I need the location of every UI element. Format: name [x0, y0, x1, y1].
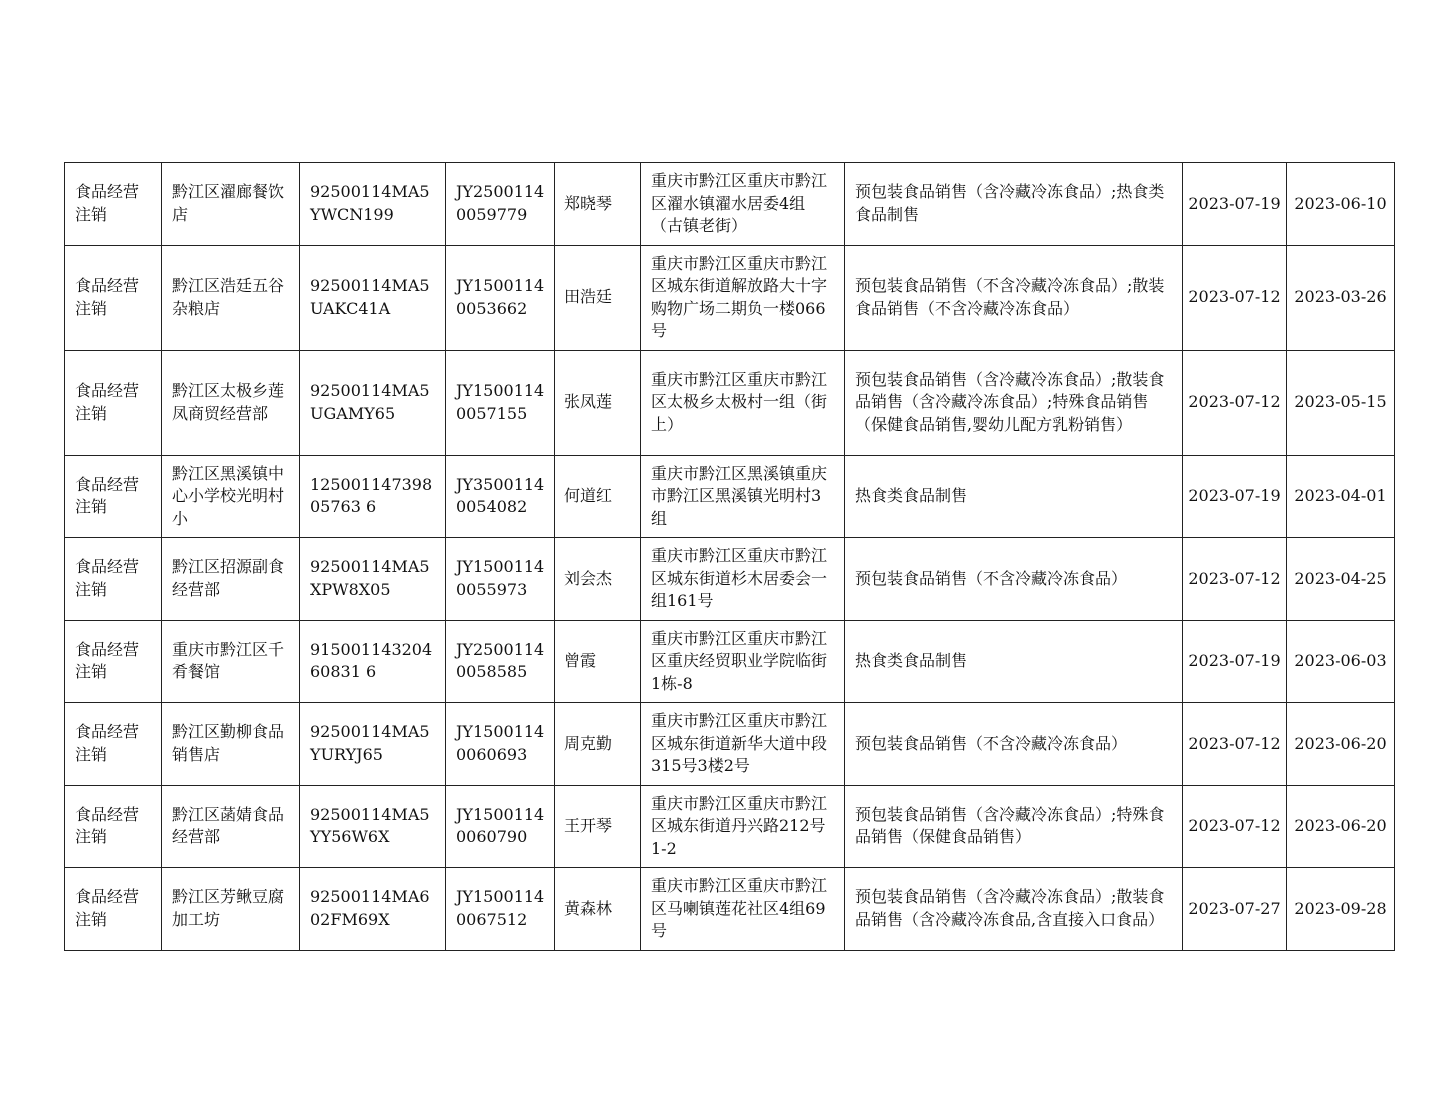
table-row	[65, 245, 1395, 350]
entity-name-cell: 重庆市黔江区千肴餐馆	[162, 620, 300, 703]
legal-person-cell: 王开琴	[555, 785, 641, 868]
table-row	[65, 785, 1395, 868]
address-cell: 重庆市黔江区重庆市黔江区重庆经贸职业学院临街1栋-8	[641, 620, 845, 703]
matter-cell: 食品经营注销	[65, 538, 162, 621]
address-cell: 重庆市黔江区重庆市黔江区城东街道解放路大十字购物广场二期负一楼066号	[641, 245, 845, 350]
table-row	[65, 455, 1395, 538]
valid-date-cell: 2023-06-10	[1287, 163, 1395, 246]
credit-code-cell: 92500114MA5UAKC41A	[300, 245, 446, 350]
matter-cell: 食品经营注销	[65, 703, 162, 786]
table-body	[65, 163, 1395, 951]
credit-code-cell: 92500114MA5YURYJ65	[300, 703, 446, 786]
legal-person-cell: 田浩廷	[555, 245, 641, 350]
cancel-date-cell: 2023-07-12	[1183, 703, 1287, 786]
table-row	[65, 868, 1395, 951]
business-scope-cell: 热食类食品制售	[845, 620, 1183, 703]
license-number-cell: JY15001140055973	[446, 538, 555, 621]
cancel-date-cell: 2023-07-19	[1183, 163, 1287, 246]
credit-code-cell: 92500114MA5UGAMY65	[300, 350, 446, 455]
license-number-cell: JY15001140060790	[446, 785, 555, 868]
matter-cell: 食品经营注销	[65, 868, 162, 951]
license-number-cell: JY15001140057155	[446, 350, 555, 455]
credit-code-cell: 92500114MA5XPW8X05	[300, 538, 446, 621]
credit-code-cell: 92500114MA602FM69X	[300, 868, 446, 951]
cancel-date-cell: 2023-07-12	[1183, 785, 1287, 868]
entity-name-cell: 黔江区浩廷五谷杂粮店	[162, 245, 300, 350]
license-number-cell: JY25001140058585	[446, 620, 555, 703]
matter-cell: 食品经营注销	[65, 245, 162, 350]
credit-code-cell: 92500114MA5YWCN199	[300, 163, 446, 246]
valid-date-cell: 2023-03-26	[1287, 245, 1395, 350]
address-cell: 重庆市黔江区黑溪镇重庆市黔江区黑溪镇光明村3组	[641, 455, 845, 538]
license-number-cell: JY15001140060693	[446, 703, 555, 786]
matter-cell: 食品经营注销	[65, 163, 162, 246]
address-cell: 重庆市黔江区重庆市黔江区城东街道丹兴路212号1-2	[641, 785, 845, 868]
records-table	[64, 162, 1395, 951]
entity-name-cell: 黔江区黑溪镇中心小学校光明村小	[162, 455, 300, 538]
entity-name-cell: 黔江区太极乡莲凤商贸经营部	[162, 350, 300, 455]
valid-date-cell: 2023-04-25	[1287, 538, 1395, 621]
cancel-date-cell: 2023-07-12	[1183, 350, 1287, 455]
legal-person-cell: 黄森林	[555, 868, 641, 951]
legal-person-cell: 刘会杰	[555, 538, 641, 621]
legal-person-cell: 曾霞	[555, 620, 641, 703]
table-row	[65, 703, 1395, 786]
license-number-cell: JY35001140054082	[446, 455, 555, 538]
business-scope-cell: 预包装食品销售（含冷藏冷冻食品）;热食类食品制售	[845, 163, 1183, 246]
business-scope-cell: 预包装食品销售（不含冷藏冷冻食品）	[845, 538, 1183, 621]
table-row	[65, 350, 1395, 455]
legal-person-cell: 何道红	[555, 455, 641, 538]
legal-person-cell: 周克勤	[555, 703, 641, 786]
valid-date-cell: 2023-06-20	[1287, 703, 1395, 786]
valid-date-cell: 2023-04-01	[1287, 455, 1395, 538]
business-scope-cell: 预包装食品销售（含冷藏冷冻食品）;散装食品销售（含冷藏冷冻食品）;特殊食品销售（保健食品销售,婴幼儿配方乳粉销售）	[845, 350, 1183, 455]
business-scope-cell: 预包装食品销售（不含冷藏冷冻食品）;散装食品销售（不含冷藏冷冻食品）	[845, 245, 1183, 350]
matter-cell: 食品经营注销	[65, 350, 162, 455]
business-scope-cell: 预包装食品销售（含冷藏冷冻食品）;散装食品销售（含冷藏冷冻食品,含直接入口食品）	[845, 868, 1183, 951]
license-number-cell: JY25001140059779	[446, 163, 555, 246]
address-cell: 重庆市黔江区重庆市黔江区城东街道新华大道中段315号3楼2号	[641, 703, 845, 786]
matter-cell: 食品经营注销	[65, 785, 162, 868]
credit-code-cell: 92500114MA5YY56W6X	[300, 785, 446, 868]
entity-name-cell: 黔江区芳鳅豆腐加工坊	[162, 868, 300, 951]
entity-name-cell: 黔江区濯廊餐饮店	[162, 163, 300, 246]
address-cell: 重庆市黔江区重庆市黔江区城东街道杉木居委会一组161号	[641, 538, 845, 621]
entity-name-cell: 黔江区招源副食经营部	[162, 538, 300, 621]
license-number-cell: JY15001140053662	[446, 245, 555, 350]
matter-cell: 食品经营注销	[65, 620, 162, 703]
table-row	[65, 163, 1395, 246]
address-cell: 重庆市黔江区重庆市黔江区濯水镇濯水居委4组（古镇老街）	[641, 163, 845, 246]
valid-date-cell: 2023-06-03	[1287, 620, 1395, 703]
cancel-date-cell: 2023-07-12	[1183, 245, 1287, 350]
cancel-date-cell: 2023-07-12	[1183, 538, 1287, 621]
entity-name-cell: 黔江区勤柳食品销售店	[162, 703, 300, 786]
valid-date-cell: 2023-09-28	[1287, 868, 1395, 951]
address-cell: 重庆市黔江区重庆市黔江区马喇镇莲花社区4组69号	[641, 868, 845, 951]
business-scope-cell: 预包装食品销售（含冷藏冷冻食品）;特殊食品销售（保健食品销售）	[845, 785, 1183, 868]
matter-cell: 食品经营注销	[65, 455, 162, 538]
credit-code-cell: 91500114320460831 6	[300, 620, 446, 703]
business-scope-cell: 预包装食品销售（不含冷藏冷冻食品）	[845, 703, 1183, 786]
table-row	[65, 620, 1395, 703]
business-scope-cell: 热食类食品制售	[845, 455, 1183, 538]
license-number-cell: JY15001140067512	[446, 868, 555, 951]
entity-name-cell: 黔江区菡婧食品经营部	[162, 785, 300, 868]
legal-person-cell: 张凤莲	[555, 350, 641, 455]
legal-person-cell: 郑晓琴	[555, 163, 641, 246]
address-cell: 重庆市黔江区重庆市黔江区太极乡太极村一组（街上）	[641, 350, 845, 455]
cancel-date-cell: 2023-07-19	[1183, 455, 1287, 538]
cancel-date-cell: 2023-07-19	[1183, 620, 1287, 703]
valid-date-cell: 2023-06-20	[1287, 785, 1395, 868]
valid-date-cell: 2023-05-15	[1287, 350, 1395, 455]
credit-code-cell: 12500114739805763 6	[300, 455, 446, 538]
cancel-date-cell: 2023-07-27	[1183, 868, 1287, 951]
table-row	[65, 538, 1395, 621]
